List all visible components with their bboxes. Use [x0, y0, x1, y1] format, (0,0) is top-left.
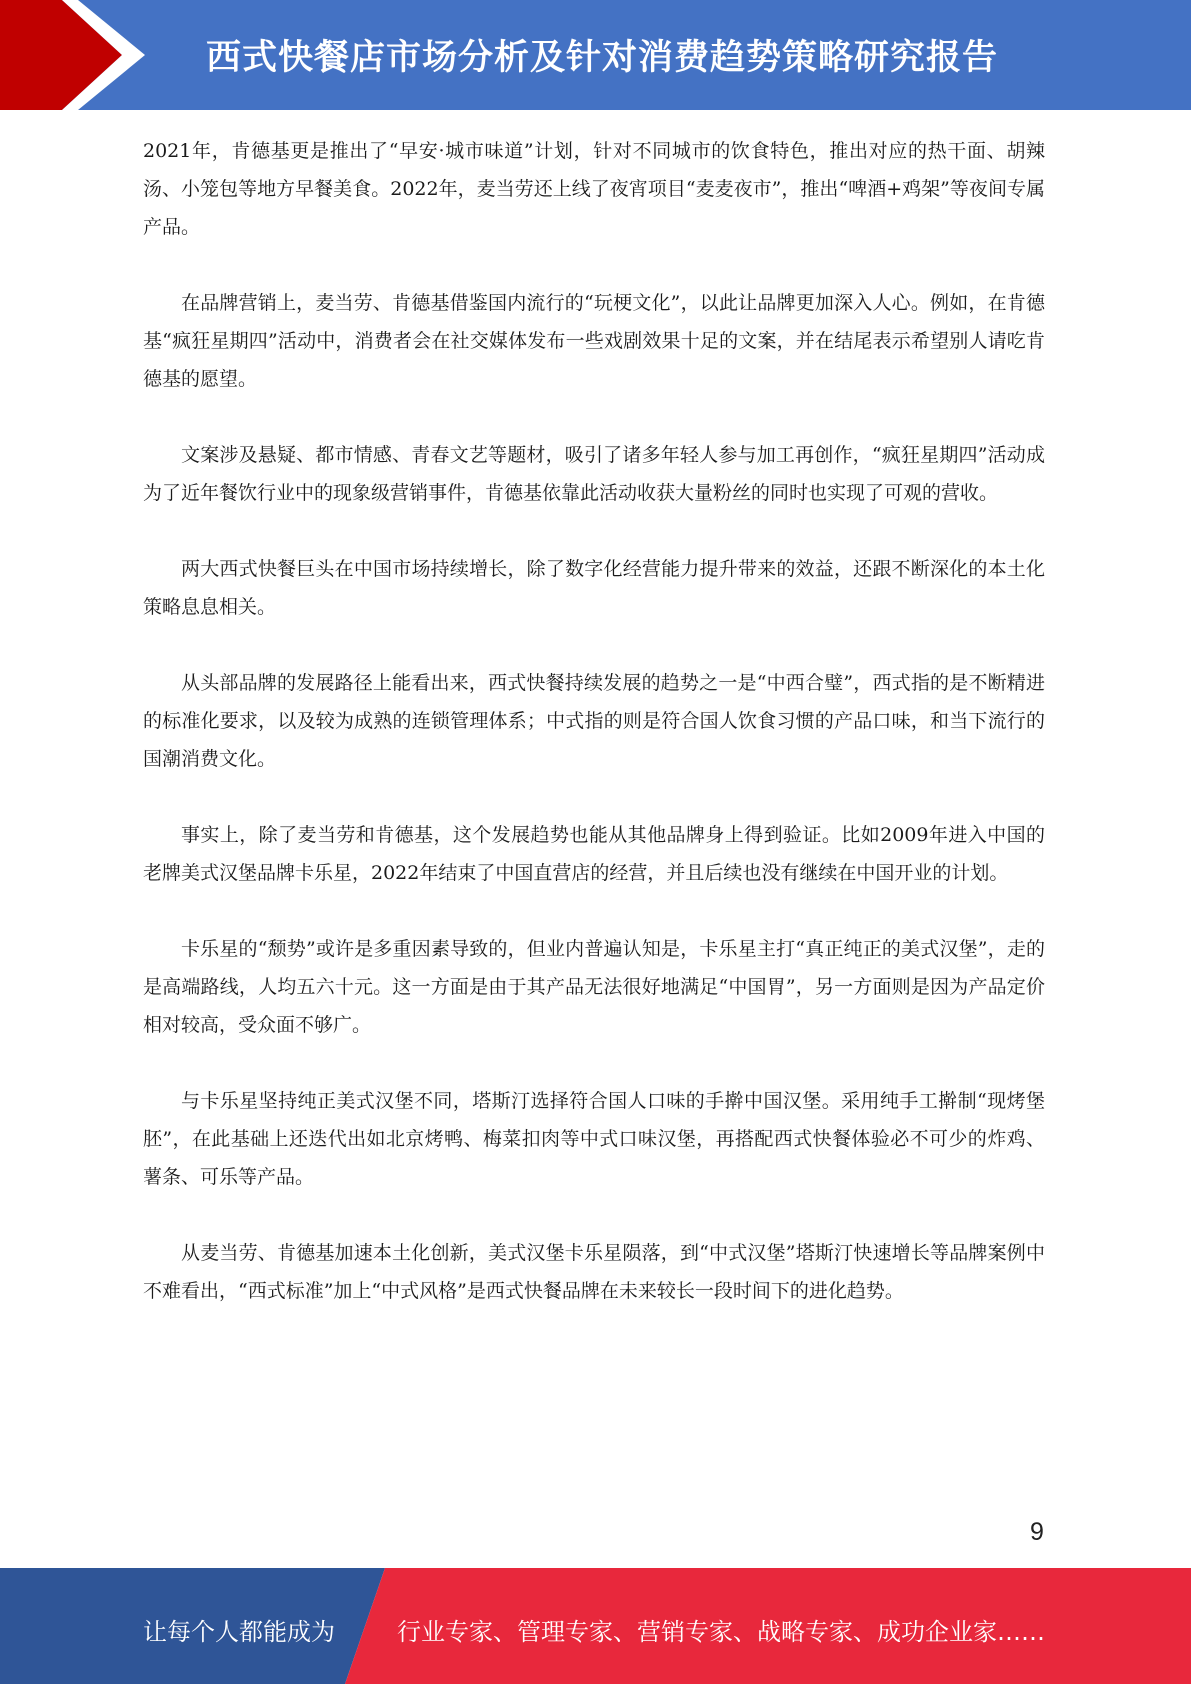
page-header — [0, 0, 1191, 110]
report-title: 西式快餐店市场分析及针对消费趋势策略研究报告 — [206, 38, 999, 78]
paragraph: 文案涉及悬疑、都市情感、青春文艺等题材，吸引了诸多年轻人参与加工再创作，“疯狂星期四”活动成为了近年餐饮行业中的现象级营销事件，肯德基依靠此活动收获大量粉丝的同时也实现了可观的营收。 — [143, 444, 1045, 504]
paragraph: 从麦当劳、肯德基加速本土化创新，美式汉堡卡乐星陨落，到“中式汉堡”塔斯汀快速增长等品牌案例中不难看出，“西式标准”加上“中式风格”是西式快餐品牌在未来较长一段时间下的进化趋势。 — [143, 1242, 1045, 1302]
paragraph: 与卡乐星坚持纯正美式汉堡不同，塔斯汀选择符合国人口味的手擀中国汉堡。采用纯手工擀制“现烤堡胚”，在此基础上还迭代出如北京烤鸭、梅菜扣肉等中式口味汉堡，再搭配西式快餐体验必不可少的炸鸡、薯条、可乐等产品。 — [143, 1090, 1045, 1188]
footer-slogan: 行业专家、管理专家、营销专家、战略专家、成功企业家…… — [397, 1618, 1045, 1646]
paragraph: 在品牌营销上，麦当劳、肯德基借鉴国内流行的“玩梗文化”，以此让品牌更加深入人心。例如，在肯德基“疯狂星期四”活动中，消费者会在社交媒体发布一些戏剧效果十足的文案，并在结尾表示希望别人请吃肯德基的愿望。 — [143, 292, 1045, 390]
page-footer — [0, 1568, 1191, 1684]
report-body — [143, 132, 1045, 1348]
paragraph: 2021年，肯德基更是推出了“早安·城市味道”计划，针对不同城市的饮食特色，推出对应的热干面、胡辣汤、小笼包等地方早餐美食。2022年，麦当劳还上线了夜宵项目“麦麦夜市”，推出“啤酒+鸡架”等夜间专属产品。 — [143, 140, 1045, 238]
page-number: 9 — [1030, 1518, 1044, 1546]
paragraph: 两大西式快餐巨头在中国市场持续增长，除了数字化经营能力提升带来的效益，还跟不断深化的本土化策略息息相关。 — [143, 558, 1045, 618]
footer-lead-text: 让每个人都能成为 — [143, 1618, 335, 1646]
paragraph: 从头部品牌的发展路径上能看出来，西式快餐持续发展的趋势之一是“中西合璧”，西式指的是不断精进的标准化要求，以及较为成熟的连锁管理体系；中式指的则是符合国人饮食习惯的产品口味，和当下流行的国潮消费文化。 — [143, 672, 1045, 770]
paragraph: 事实上，除了麦当劳和肯德基，这个发展趋势也能从其他品牌身上得到验证。比如2009年进入中国的老牌美式汉堡品牌卡乐星，2022年结束了中国直营店的经营，并且后续也没有继续在中国开业的计划。 — [143, 824, 1045, 884]
paragraph: 卡乐星的“颓势”或许是多重因素导致的，但业内普遍认知是，卡乐星主打“真正纯正的美式汉堡”，走的是高端路线，人均五六十元。这一方面是由于其产品无法很好地满足“中国胃”，另一方面则是因为产品定价相对较高，受众面不够广。 — [143, 938, 1045, 1036]
